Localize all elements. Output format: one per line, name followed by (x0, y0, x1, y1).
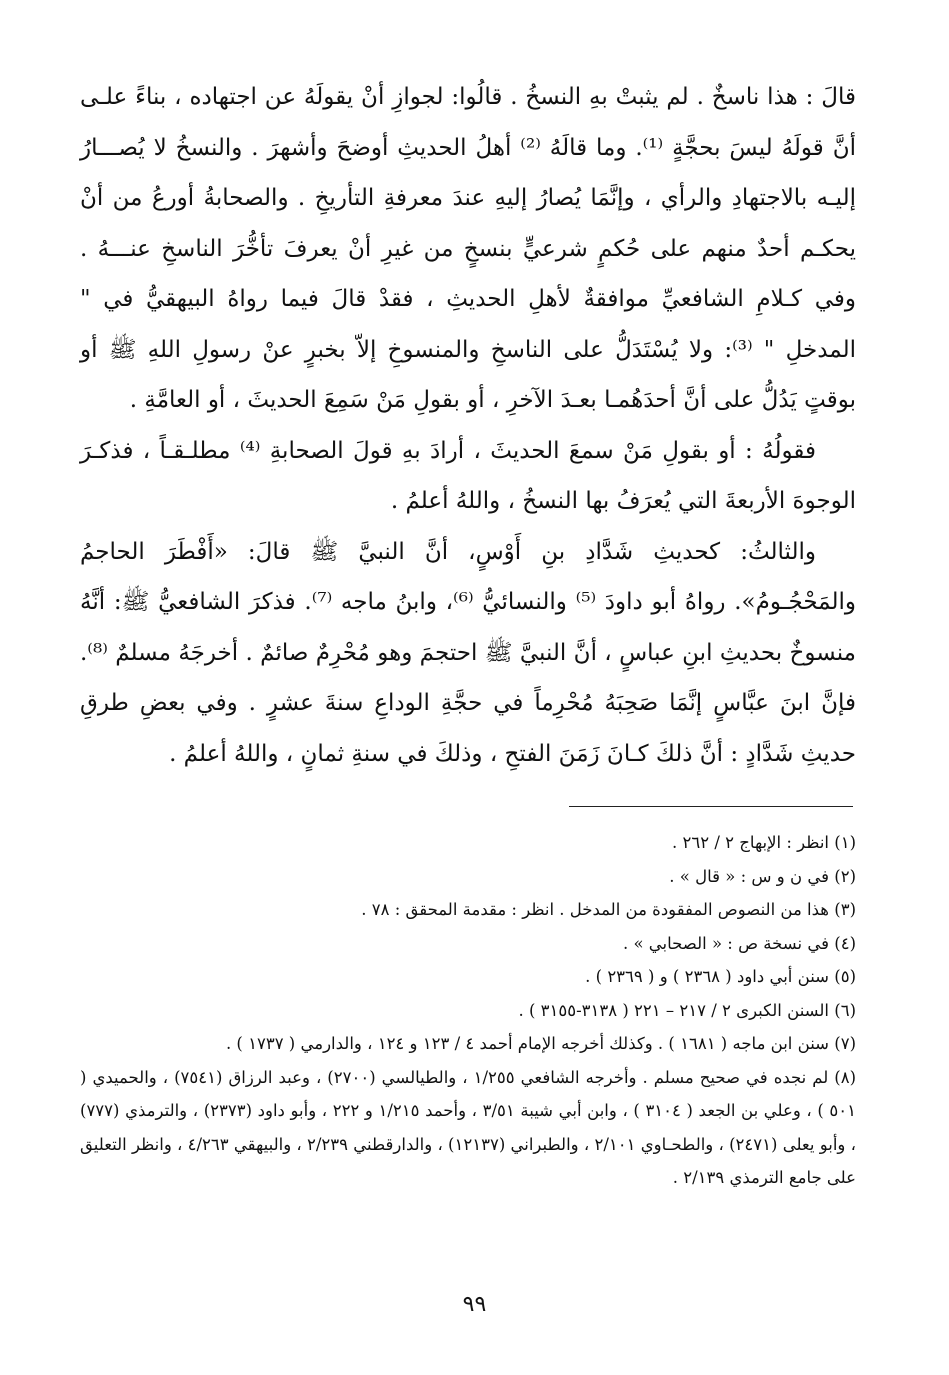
page-number: ٩٩ (462, 1292, 487, 1317)
footnote-7: (٧) سنن ابن ماجه ( ١٦٨١ ) . وكذلك أخرجه الإمام أحمد ٤ / ١٢٣ و ١٢٤ ، والدارمي ( ١٧٣٧ ) . (225, 1034, 856, 1053)
footnote-5: (٥) سنن أبي داود ( ٢٣٦٨ ) و ( ٢٣٦٩ ) . (585, 967, 856, 986)
paragraph-3: والثالثُ: كحديثِ شَدَّادِ بنِ أَوْسٍ، أنَّ النبيَّ ﷺ قالَ: «أَفْطَرَ الحاجمُ والمَحْجُـومُ». رواهُ أبو داودَ ⁽⁵⁾ والنسائيُّ ⁽⁶⁾، وابنُ ماجه ⁽⁷⁾. فذكرَ الشافعيُّ ﷺ: أنَّهُ منسوخٌ بحديثِ ابنِ عباسٍ ، أنَّ النبيَّ ﷺ احتجمَ وهو مُحْرِمٌ صائمٌ . أخرجَهُ مسلمٌ ⁽⁸⁾. فإنَّ ابنَ عبَّاسٍ إنَّمَا صَحِبَهُ مُحْرِماً في حجَّةِ الوداعِ سنةَ عشرٍ . وفي بعضِ طرقِ حديثِ شَدَّادٍ : أنَّ ذلكَ كـانَ زَمَنَ الفتحِ ، وذلكَ في سنةِ ثمانٍ ، واللهُ أعلمُ . (80, 538, 856, 767)
footnote-6: (٦) السنن الكبرى ٢ / ٢١٧ – ٢٢١ ( ٣١٣٨-٣١٥٥ ) . (518, 1000, 856, 1020)
footnote-separator (569, 806, 853, 807)
paragraph-2: فقولُهُ : أو بقولِ مَنْ سمعَ الحديثَ ، أرادَ بهِ قولَ الصحابةِ ⁽⁴⁾ مطلـقـاً ، فذكـرَ الوجوهَ الأربعةَ التي يُعرَفُ بها النسخُ ، واللهُ أعلمُ . (80, 437, 856, 514)
footnote-3: (٣) هذا من النصوص المفقودة من المدخل . انظر : مقدمة المحقق : ٧٨ . (361, 900, 856, 919)
footnote-2: (٢) في ن و س : « قال » . (669, 866, 856, 886)
paragraph-1: قالَ : هذا ناسخٌ . لم يثبتْ بهِ النسخُ . قالُوا: لجوازِ أنْ يقولَهُ عن اجتهاده ، بناءً علـى أنَّ قولَهُ ليسَ بحجَّةٍ ⁽¹⁾. وما قالَهُ ⁽²⁾ أهلُ الحديثِ أوضحَ وأشهرَ . والنسخُ لا يُصـــارُ إليـه بالاجتهادِ والرأي ، وإنَّمَا يُصارُ إليهِ عندَ معرفةِ التأريخِ . والصحابةُ أورعُ من أنْ يحكـم أحدٌ منهم على حُكمٍ شرعيٍّ بنسخٍ من غيرِ أنْ يعرفَ تأخُّرَ الناسخِ عنـــهُ . وفي كـلامِ الشافعيِّ موافقةٌ لأهلِ الحديثِ ، فقدْ قالَ فيما رواهُ البيهقيُّ في " المدخلِ " ⁽³⁾: ولا يُسْتَدَلُّ على الناسخِ والمنسوخِ إلاّ بخبرٍ عنْ رسولِ اللهِ ﷺ أو بوقتٍ يَدُلُّ على أنَّ أحدَهُمـا بعـدَ الآخرِ ، أو بقولِ مَنْ سَمِعَ الحديثَ ، أو العامَّةِ . (80, 84, 856, 413)
main-text (80, 72, 856, 779)
footnote-1: (١) انظر : الإبهاج ٢ / ٢٦٢ . (671, 833, 856, 852)
footnote-8: (٨) لم نجده في صحيح مسلم . وأخرجه الشافعي ١/٢٥٥ ، والطيالسي (٢٧٠٠) ، وعبد الرزاق (٧٥٤١) ، والحميدي ( ٥٠١ ) ، وعلي بن الجعد ( ٣١٠٤ ) ، وابن أبي شيبة ٣/٥١ ، وأحمد ١/٢١٥ و ٢٢٢ ، وأبو داود (٢٣٧٣) ، والترمذي (٧٧٧) ، وأبو يعلى (٢٤٧١) ، والطحـاوي ٢/١٠١ ، والطبراني (١٢١٣٧) ، والدارقطني ٢/٢٣٩ ، والبيهقي ٤/٢٦٣ ، وانظر التعليق على جامع الترمذي ٢/١٣٩ . (80, 1067, 857, 1187)
footnotes (80, 826, 856, 1195)
footnote-4: (٤) في نسخة ص : « الصحابي » . (622, 933, 856, 953)
